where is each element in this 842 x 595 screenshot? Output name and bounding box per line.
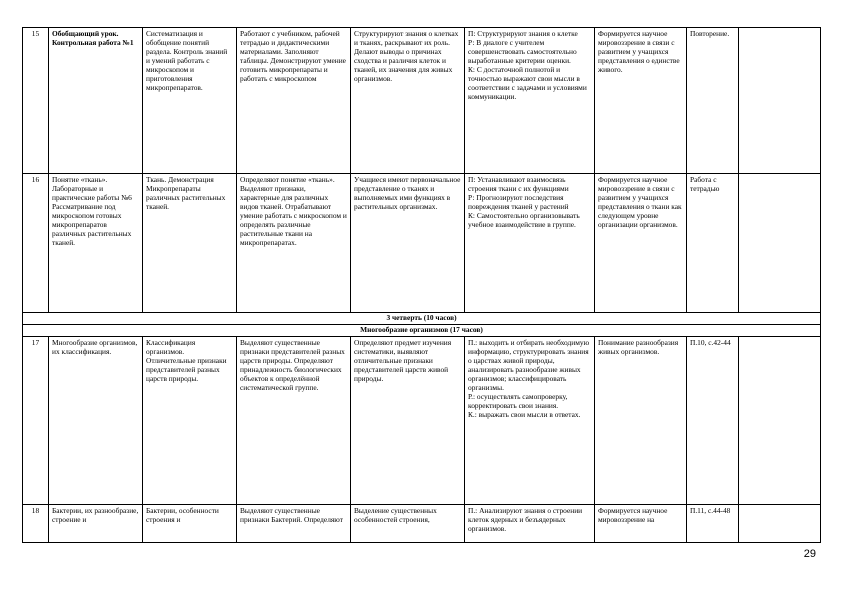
lesson-topic: Многообразие организмов, их классификация. [49, 337, 143, 505]
homework: Работа с тетрадью [687, 174, 739, 313]
table-row [23, 28, 821, 174]
lesson-content: Классификация организмов. Отличительные признаки представителей разных царств природы. [143, 337, 237, 505]
homework: П.10, с.42-44 [687, 337, 739, 505]
subject-results: Определяют предмет изучения систематики, выявляют отличительные признаки представителей царств живой природы. [351, 337, 465, 505]
notes-cell [739, 28, 821, 174]
lesson-topic: Бактерии, их разнообразие, строение и [49, 505, 143, 543]
personal-results: Формируется научное мировоззрение на [595, 505, 687, 543]
student-activities: Выделяют существенные признаки Бактерий. Определяют [237, 505, 351, 543]
meta-results: П.: выходить и отбирать необходимую информацию, структурировать знания о царствах живой природы, анализировать разнообразие живых организмов; классифицировать организмы. Р.: осуществлять самопроверку, корректировать свои знания. К.: выражать свои мысли в ответах. [465, 337, 595, 505]
lesson-topic: Понятие «ткань». Лабораторные и практические работы №6 Рассматривание под микроскопом готовых микропрепаратов различных растительных тканей. [49, 174, 143, 313]
notes-cell [739, 337, 821, 505]
meta-results: П: Структурируют знания о клетке Р: В диалоге с учителем совершенствовать самостоятельно выработанные критерии оценки. К: С достаточной полнотой и точностью выражают свои мысли в соответствии с задачами и условиями коммуникации. [465, 28, 595, 174]
section-row [23, 325, 821, 337]
lesson-content: Ткань. Демонстрация Микропрепараты различных растительных тканей. [143, 174, 237, 313]
student-activities: Выделяют существенные признаки представителей разных царств природы. Определяют принадлежность биологических объектов к определённой систематической группе. [237, 337, 351, 505]
personal-results: Формируется научное мировоззрение в связи с развитием у учащихся представления о ткани как следующем уровне организации организмов. [595, 174, 687, 313]
page-number: 29 [803, 548, 816, 560]
lesson-plan-table [22, 27, 821, 543]
student-activities: Работают с учебником, рабочей тетрадью и дидактическими материалами. Заполняют таблицы. Демонстрируют умение готовить микропрепараты и работать с микроскопом [237, 28, 351, 174]
table-row [23, 505, 821, 543]
personal-results: Понимание разнообразия живых организмов. [595, 337, 687, 505]
lesson-number: 18 [23, 505, 49, 543]
subject-results: Выделение существенных особенностей строения, [351, 505, 465, 543]
notes-cell [739, 505, 821, 543]
subject-results: Структурируют знания о клетках и тканях, раскрывают их роль. Делают выводы о причинах сходства и различия клеток и тканей, их значения для живых организмов. [351, 28, 465, 174]
quarter-heading: 3 четверть (10 часов) [23, 313, 821, 325]
table-row [23, 174, 821, 313]
lesson-number: 17 [23, 337, 49, 505]
student-activities: Определяют понятие «ткань». Выделяют признаки, характерные для различных видов тканей. Отрабатывают умение работать с микроскопом и определять различные растительные ткани на микропрепаратах. [237, 174, 351, 313]
homework: Повторение. [687, 28, 739, 174]
topic-heading: Многообразие организмов (17 часов) [23, 325, 821, 337]
lesson-content: Бактерии, особенности строения и [143, 505, 237, 543]
notes-cell [739, 174, 821, 313]
lesson-number: 16 [23, 174, 49, 313]
lesson-topic: Обобщающий урок. Контрольная работа №1 [49, 28, 143, 174]
meta-results: П: Устанавливают взаимосвязь строения ткани с их функциями Р: Прогнозируют последствия повреждения тканей у растений К: Самостоятельно организовывать учебное взаимодействие в группе. [465, 174, 595, 313]
table-row [23, 337, 821, 505]
meta-results: П.: Анализируют знания о строении клеток ядерных и безъядерных организмов. [465, 505, 595, 543]
subject-results: Учащиеся имеют первоначальное представление о тканях и выполняемых ими функциях в растительных организмах. [351, 174, 465, 313]
section-row [23, 313, 821, 325]
personal-results: Формируется научное мировоззрение в связи с развитием у учащихся представления о единстве живого. [595, 28, 687, 174]
homework: П.11, с.44-48 [687, 505, 739, 543]
lesson-content: Систематизация и обобщение понятий раздела. Контроль знаний и умений работать с микроскопом и приготовления микропрепаратов. [143, 28, 237, 174]
lesson-number: 15 [23, 28, 49, 174]
